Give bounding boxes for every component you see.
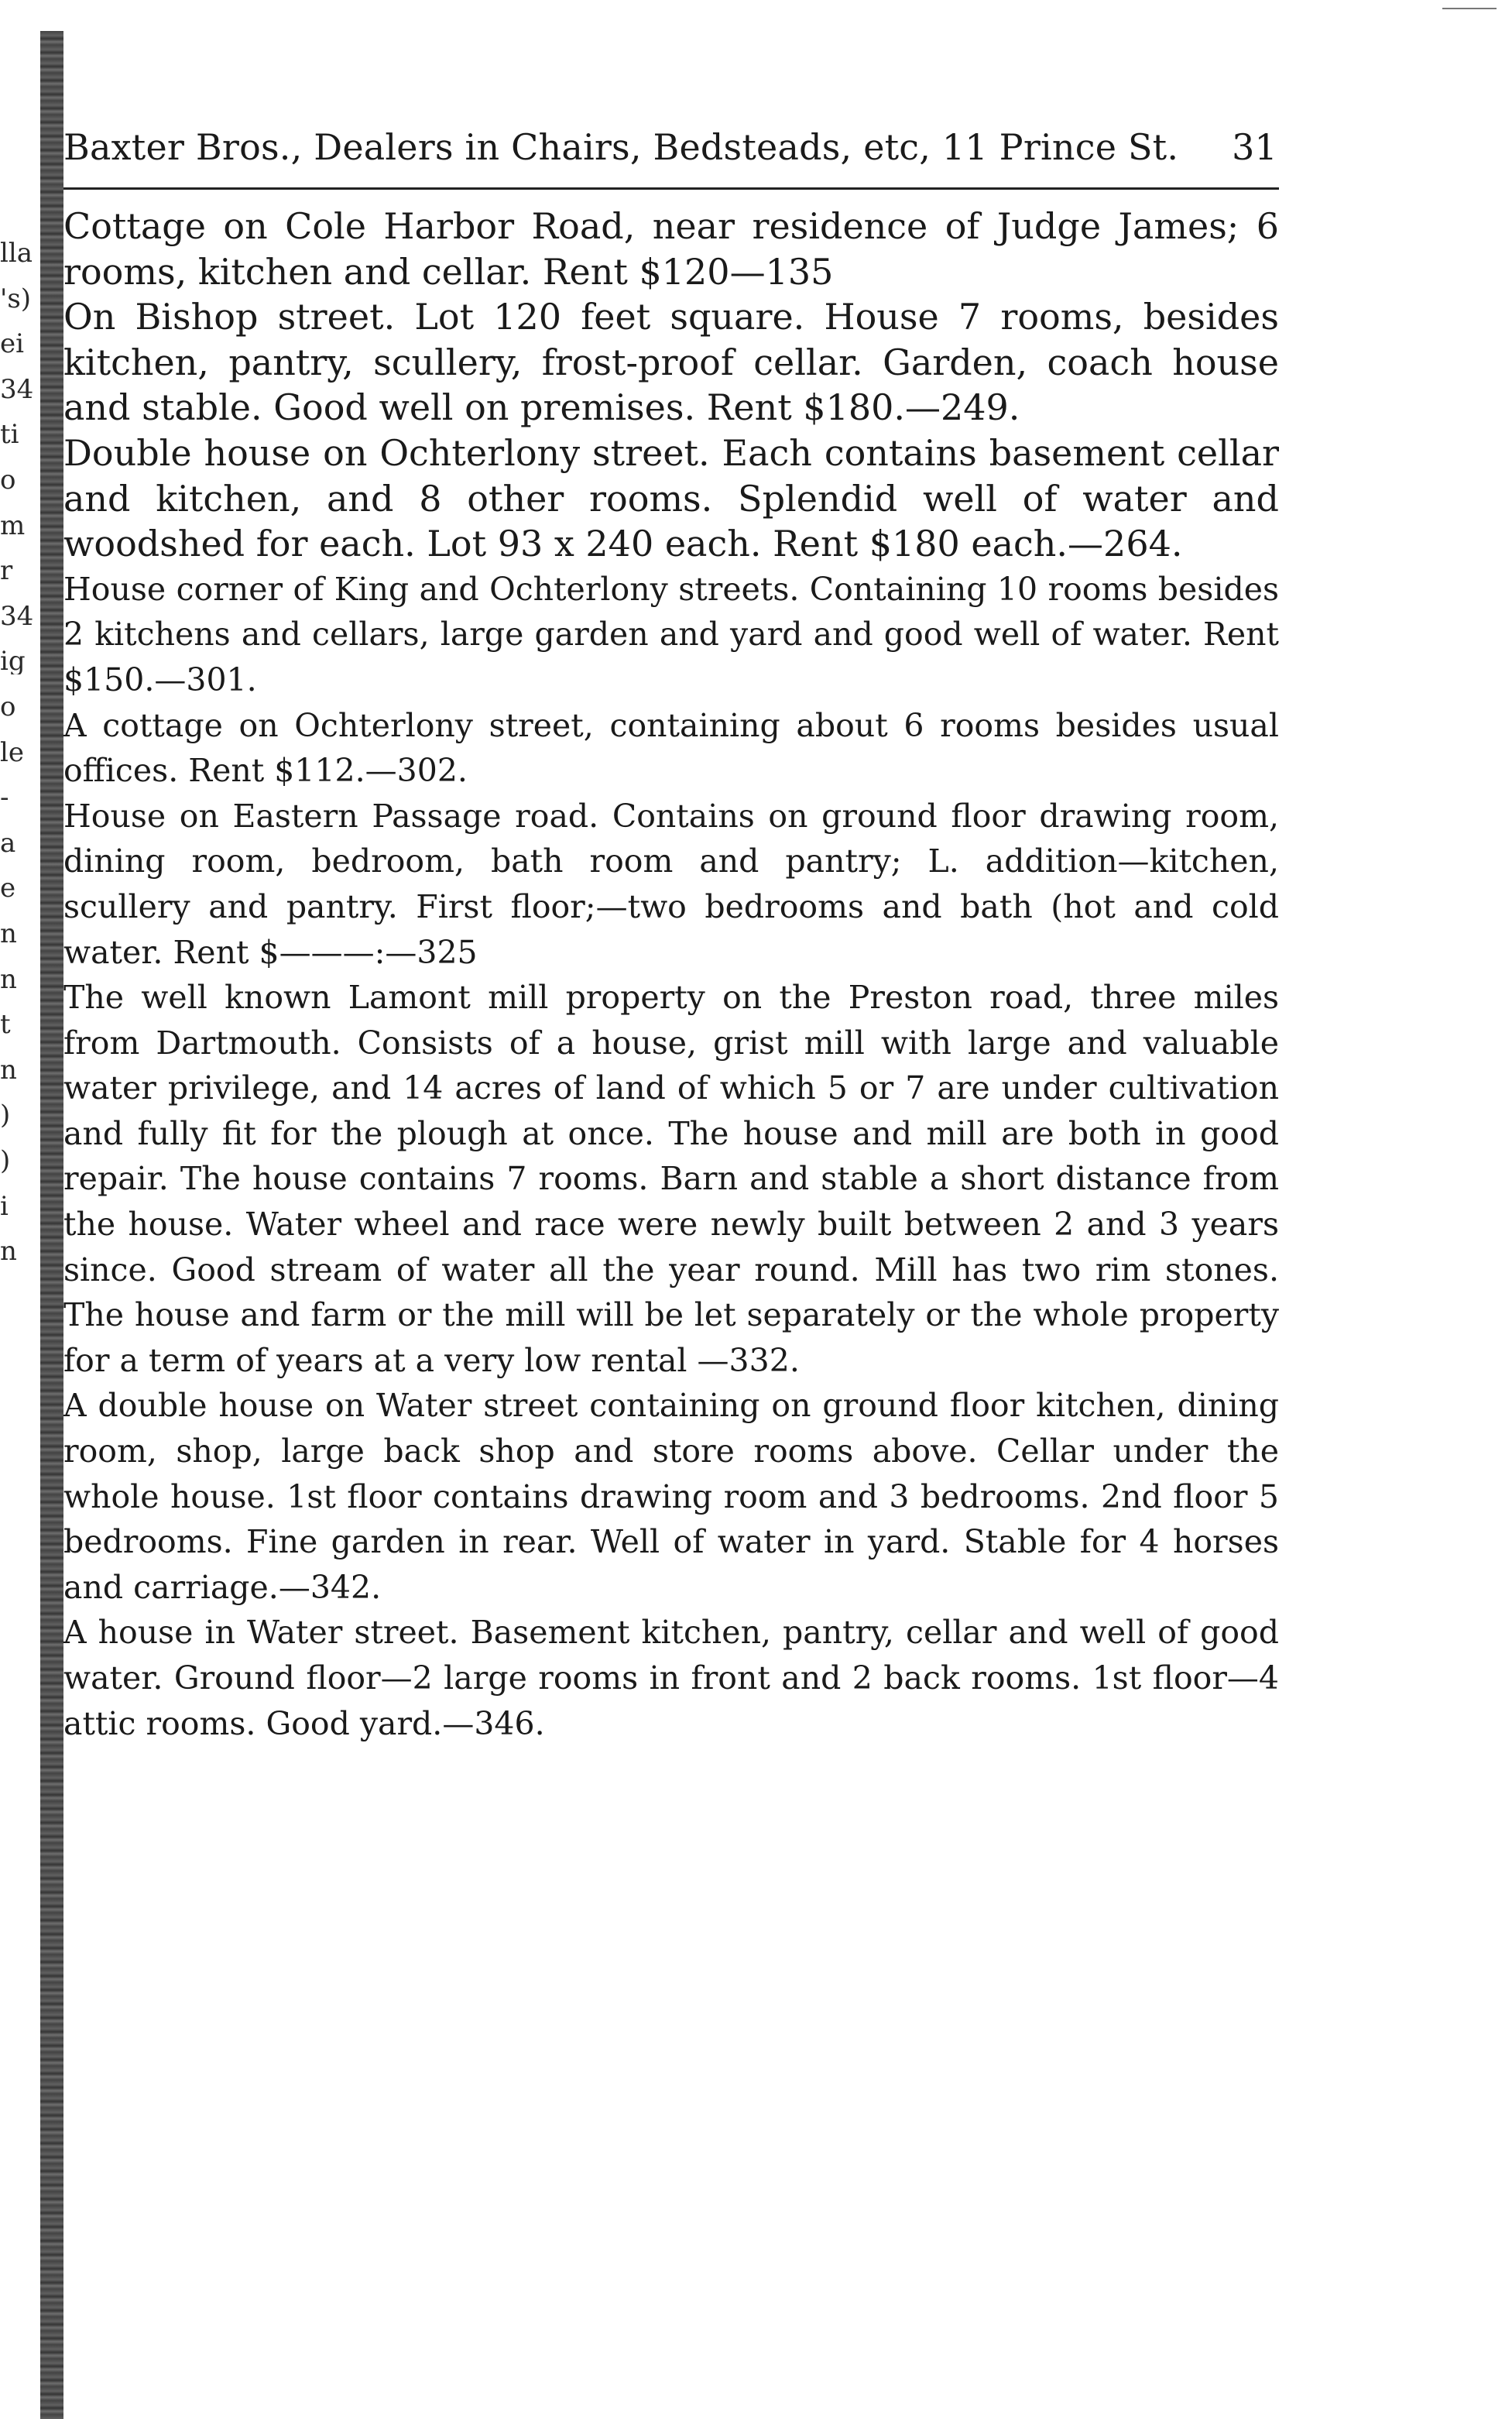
listing-item: A house in Water street. Basement kitchen, pantry, cellar and well of good water. Ground floor—2 large rooms in front and 2 back rooms. 1st floor—4 attic rooms. Good yard.—346. — [63, 1614, 1279, 1742]
gutter-fragment: - — [0, 784, 9, 811]
gutter-fragment: n — [0, 966, 17, 993]
listing-item: Cottage on Cole Harbor Road, near residence of Judge James; 6 rooms, kitchen and cellar. Rent $120—135 — [63, 205, 1279, 293]
running-head-title: Baxter Bros., Dealers in Chairs, Bedsteads, etc, 11 Prince St. — [63, 126, 1179, 168]
gutter-fragment: e — [0, 875, 16, 902]
gutter-fragment: ig — [0, 648, 26, 675]
gutter-fragment: ti — [0, 421, 19, 448]
corner-dash — [1442, 8, 1497, 9]
gutter-fragment: r — [0, 558, 13, 585]
gutter-fragment: m — [0, 512, 26, 539]
page-number: 31 — [1232, 126, 1277, 168]
gutter-fragment: n — [0, 1056, 17, 1083]
gutter-fragment: 34 — [0, 376, 34, 403]
binding-strip — [40, 31, 63, 2419]
gutter-fragment: ei — [0, 331, 24, 358]
listing-item: The well known Lamont mill property on the Preston road, three miles from Dartmouth. Consists of a house, grist mill with large and valuable water privilege, and 14 acres of land of which 5 or 7 are under cultivation and fully fit for the plough at once. The house and mill are both in good repair. The house contains 7 rooms. Barn and stable a short distance from the house. Water wheel and race were newly built between 2 and 3 years since. Good stream of water all the year round. Mill has two rim stones. The house and farm or the mill will be let separately or the whole property for a term of years at a very low rental —332. — [63, 979, 1279, 1379]
gutter-fragment: 's) — [0, 285, 32, 312]
listing-item: A double house on Water street containing on ground floor kitchen, dining room, shop, large back shop and store rooms above. Cellar under the whole house. 1st floor contains drawing room and 3 bedrooms. 2nd floor 5 bedrooms. Fine garden in rear. Well of water in yard. Stable for 4 horses and carriage.—342. — [63, 1387, 1279, 1606]
gutter-fragment: ) — [0, 1148, 11, 1174]
gutter-fragment: n — [0, 921, 17, 947]
gutter-fragment: o — [0, 694, 16, 720]
running-head — [63, 124, 1279, 190]
listings — [63, 204, 1279, 1746]
gutter-fragment: ) — [0, 1102, 11, 1129]
gutter-fragment: a — [0, 829, 16, 856]
page-content — [63, 124, 1279, 1746]
listing-item: On Bishop street. Lot 120 feet square. House 7 rooms, besides kitchen, pantry, scullery, frost-proof cellar. Garden, coach house and stable. Good well on premises. Rent $180.—249. — [63, 296, 1279, 429]
gutter-fragment: n — [0, 1238, 17, 1265]
listing-item: House corner of King and Ochterlony streets. Containing 10 rooms besides 2 kitchens and cellars, large garden and yard and good well of water. Rent $150.—301. — [63, 570, 1279, 698]
gutter-fragment: lla — [0, 240, 33, 266]
gutter-fragment: le — [0, 739, 24, 766]
listing-item: House on Eastern Passage road. Contains on ground floor drawing room, dining room, bedroom, bath room and pantry; L. addition—kitchen, scullery and pantry. First floor;—two bedrooms and bath (hot and cold water. Rent $———:—325 — [63, 797, 1279, 971]
gutter-fragment: i — [0, 1192, 9, 1220]
gutter-fragment: t — [0, 1011, 11, 1038]
listing-item: Double house on Ochterlony street. Each contains basement cellar and kitchen, and 8 other rooms. Splendid well of water and woodshed for each. Lot 93 x 240 each. Rent $180 each.—264. — [63, 431, 1279, 565]
listing-item: A cottage on Ochterlony street, containing about 6 rooms besides usual offices. Rent $112.—302. — [63, 706, 1279, 790]
gutter-fragment: 34 — [0, 602, 34, 630]
gutter-fragment: o — [0, 467, 16, 493]
